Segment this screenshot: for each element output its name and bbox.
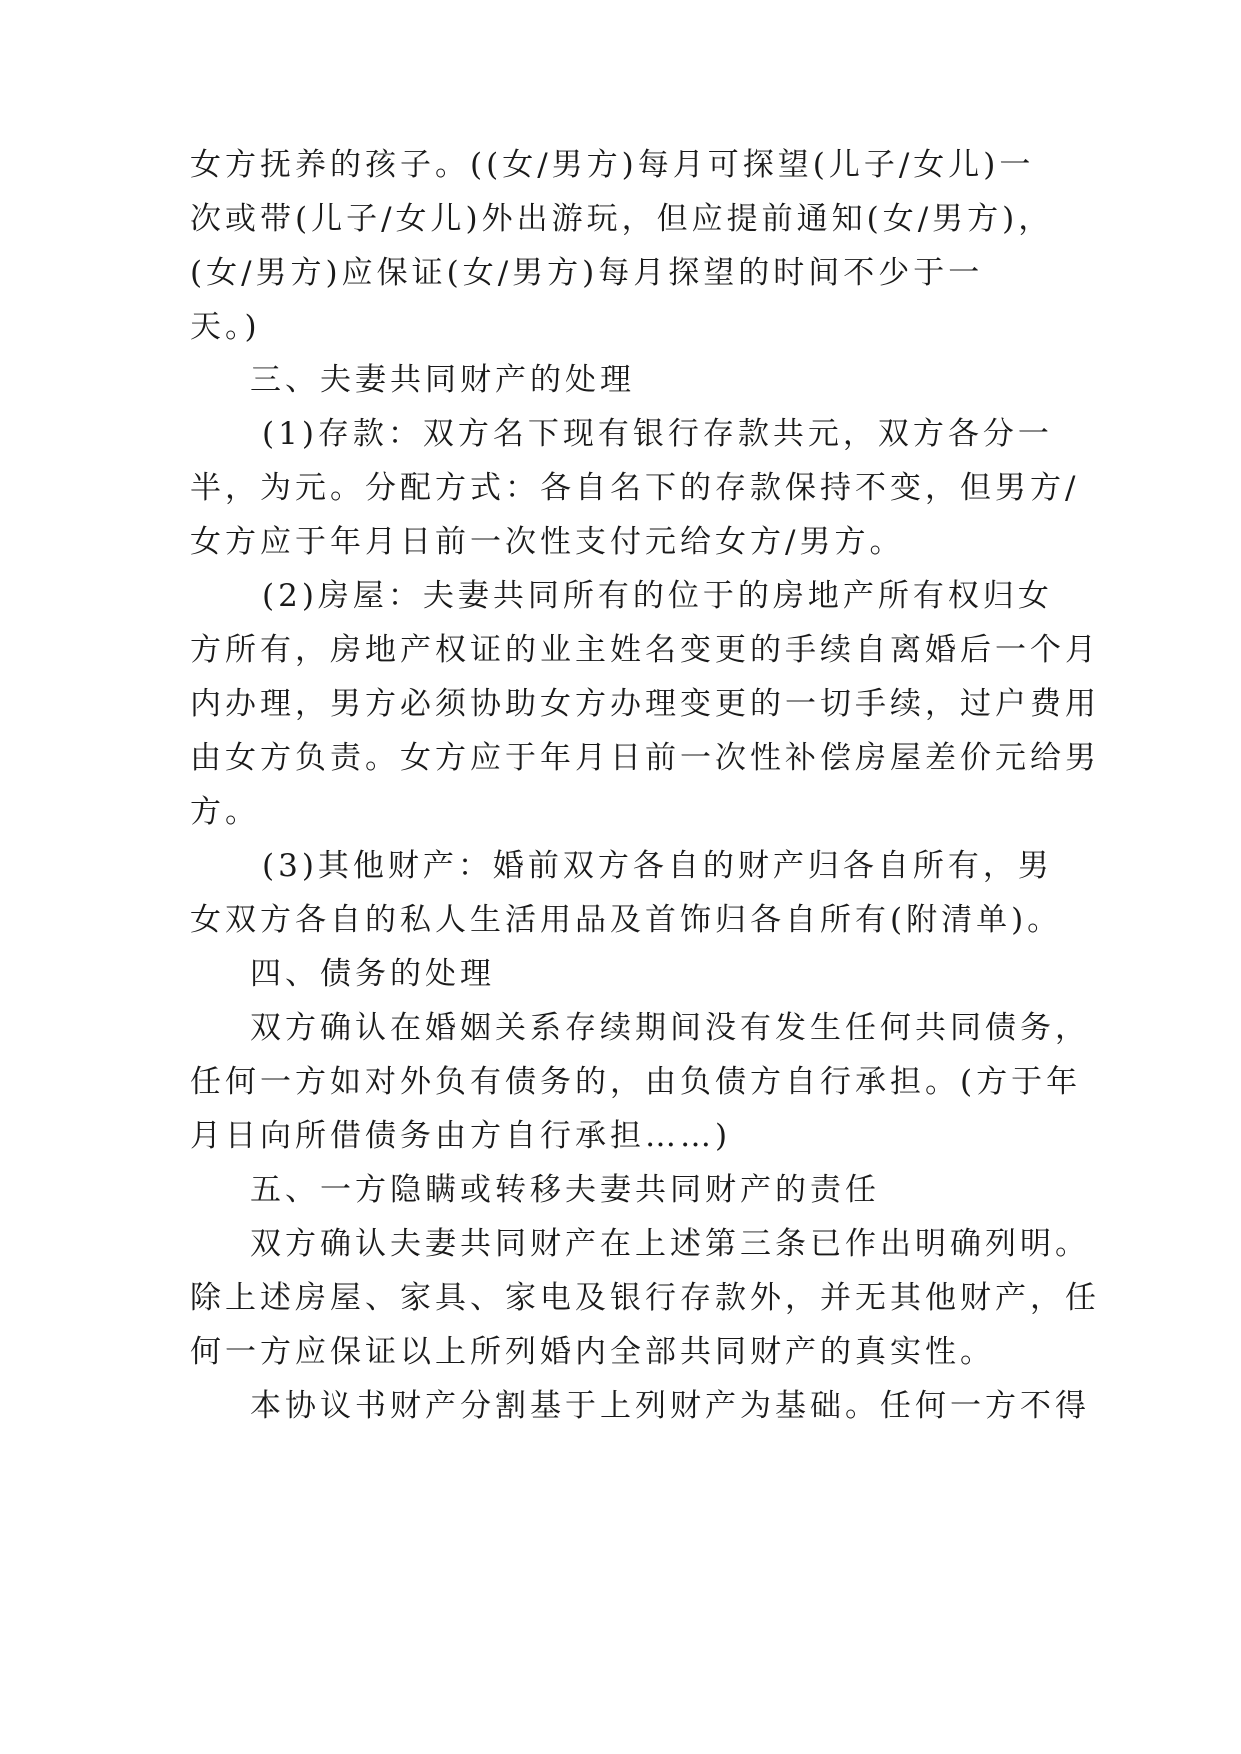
section-heading-3: 三、夫妻共同财产的处理 <box>250 362 635 398</box>
text-line-18: 任何一方如对外负有债务的，由负债方自行承担。(方于年 <box>190 1064 1082 1100</box>
text-line-9: (2)房屋：夫妻共同所有的位于的房地产所有权归女 <box>262 578 1053 614</box>
text-line-7: 半，为元。分配方式：各自名下的存款保持不变，但男方/ <box>190 470 1080 506</box>
text-line-11: 内办理，男方必须协助女方办理变更的一切手续，过户费用 <box>190 686 1100 722</box>
text-line-21: 双方确认夫妻共同财产在上述第三条已作出明确列明。 <box>250 1226 1090 1262</box>
text-line-2: 次或带(儿子/女儿)外出游玩，但应提前通知(女/男方)， <box>190 201 1054 237</box>
text-line-3: (女/男方)应保证(女/男方)每月探望的时间不少于一 <box>190 255 984 291</box>
text-line-12: 由女方负责。女方应于年月日前一次性补偿房屋差价元给男 <box>190 740 1100 776</box>
text-line-10: 方所有，房地产权证的业主姓名变更的手续自离婚后一个月 <box>190 632 1100 668</box>
text-line-23: 何一方应保证以上所列婚内全部共同财产的真实性。 <box>190 1334 995 1370</box>
text-line-17: 双方确认在婚姻关系存续期间没有发生任何共同债务， <box>250 1010 1090 1046</box>
text-line-13: 方。 <box>190 794 260 830</box>
section-heading-5: 五、一方隐瞒或转移夫妻共同财产的责任 <box>250 1172 880 1208</box>
text-line-4: 天。) <box>190 309 261 345</box>
section-heading-4: 四、债务的处理 <box>250 956 495 992</box>
text-line-22: 除上述房屋、家具、家电及银行存款外，并无其他财产，任 <box>190 1280 1100 1316</box>
text-line-24: 本协议书财产分割基于上列财产为基础。任何一方不得 <box>250 1388 1090 1424</box>
text-line-6: (1)存款：双方名下现有银行存款共元，双方各分一 <box>262 416 1053 452</box>
text-line-19: 月日向所借债务由方自行承担……) <box>190 1118 732 1154</box>
text-line-8: 女方应于年月日前一次性支付元给女方/男方。 <box>190 524 905 560</box>
text-line-14: (3)其他财产：婚前双方各自的财产归各自所有，男 <box>262 848 1053 884</box>
text-line-1: 女方抚养的孩子。((女/男方)每月可探望(儿子/女儿)一 <box>190 147 1035 183</box>
text-line-15: 女双方各自的私人生活用品及首饰归各自所有(附清单)。 <box>190 902 1063 938</box>
